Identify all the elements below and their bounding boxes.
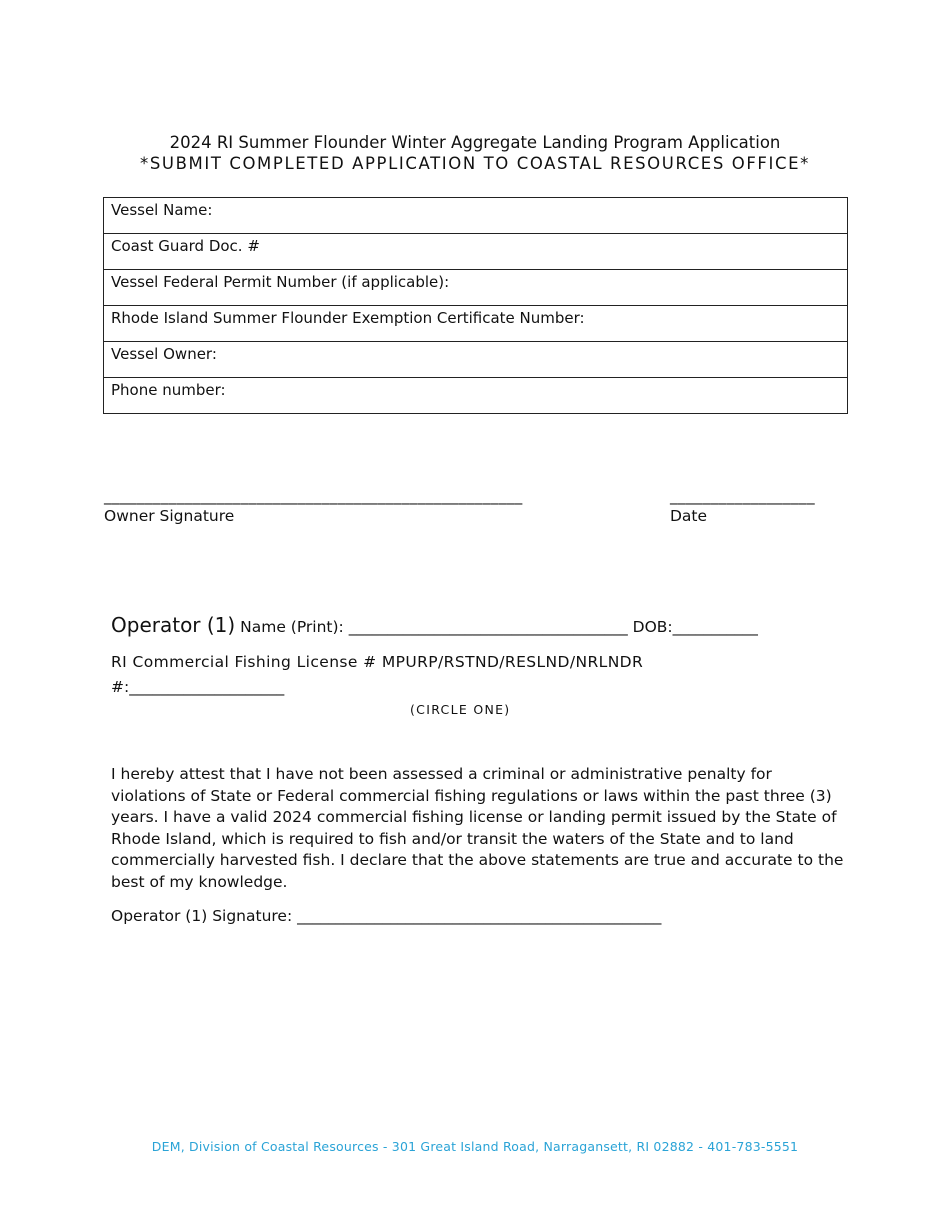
- table-row: [104, 198, 848, 234]
- exemption-certificate-label: Rhode Island Summer Flounder Exemption Certificate Number:: [111, 309, 585, 327]
- form-title: 2024 RI Summer Flounder Winter Aggregate Landing Program Application: [169, 133, 781, 152]
- operator-heading: Operator (1): [111, 613, 236, 637]
- vessel-owner-field[interactable]: [104, 342, 848, 378]
- vessel-owner-label: Vessel Owner:: [111, 345, 217, 363]
- operator-name-row[interactable]: [111, 613, 758, 637]
- license-label: RI Commercial Fishing License # MPURP/RSTND/RESLND/NRLNDR: [111, 653, 644, 671]
- vessel-name-field[interactable]: [104, 198, 848, 234]
- vessel-info-table: [103, 197, 848, 414]
- operator-signature-line[interactable]: Operator (1) Signature: _______________________________________________: [111, 907, 662, 925]
- coast-guard-doc-field[interactable]: [104, 234, 848, 270]
- phone-number-label: Phone number:: [111, 381, 226, 399]
- date-label: Date: [670, 507, 708, 525]
- federal-permit-label: Vessel Federal Permit Number (if applicable):: [111, 273, 450, 291]
- form-subtitle: *SUBMIT COMPLETED APPLICATION TO COASTAL RESOURCES OFFICE*: [140, 154, 810, 173]
- vessel-name-label: Vessel Name:: [111, 201, 213, 219]
- date-line[interactable]: __________________: [670, 487, 815, 505]
- license-number-line[interactable]: #:____________________: [111, 678, 285, 696]
- federal-permit-field[interactable]: [104, 270, 848, 306]
- owner-signature-label: Owner Signature: [104, 507, 235, 525]
- table-row: [104, 378, 848, 414]
- owner-signature-line[interactable]: ____________________________________________________: [104, 487, 523, 505]
- coast-guard-doc-label: Coast Guard Doc. #: [111, 237, 260, 255]
- table-row: [104, 342, 848, 378]
- attestation-paragraph: I hereby attest that I have not been assessed a criminal or administrative penalty for violations of State or Federal commercial fishing regulations or laws within the past three (3) years. I have a valid 2024 commercial fishing license or landing permit issued by the State of Rhode Island, which is required to fish and/or transit the waters of the State and to land commercially harvested fish. I declare that the above statements are true and accurate to the best of my knowledge.: [111, 765, 844, 891]
- exemption-certificate-field[interactable]: [104, 306, 848, 342]
- circle-one-note: (CIRCLE ONE): [410, 702, 511, 717]
- phone-number-field[interactable]: [104, 378, 848, 414]
- operator-name-dob-label: Name (Print): ____________________________________ DOB:___________: [240, 618, 758, 636]
- table-row: [104, 270, 848, 306]
- table-row: [104, 306, 848, 342]
- table-row: [104, 234, 848, 270]
- footer-address: DEM, Division of Coastal Resources - 301 Great Island Road, Narragansett, RI 02882 - 401-783-5551: [151, 1139, 799, 1154]
